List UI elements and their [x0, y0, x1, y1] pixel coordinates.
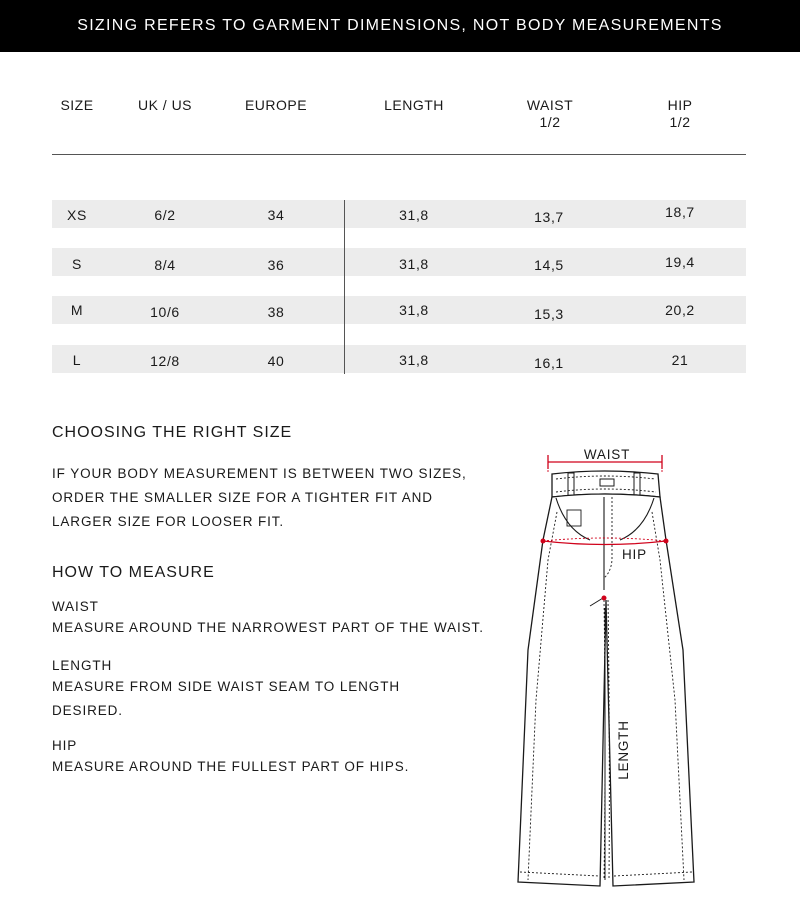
header-banner: SIZING REFERS TO GARMENT DIMENSIONS, NOT BODY MEASUREMENTS — [0, 0, 800, 52]
cell-waist: 15,3 — [534, 306, 564, 322]
pants-outline — [518, 494, 694, 886]
cell-europe: 34 — [267, 207, 285, 223]
col-header-waist-label: WAIST — [526, 97, 574, 113]
waist-title: WAIST — [52, 599, 99, 614]
length-title: LENGTH — [52, 658, 113, 673]
cell-hip: 19,4 — [665, 254, 695, 270]
cell-waist: 16,1 — [534, 355, 564, 371]
cell-hip: 21 — [671, 352, 689, 368]
cell-ukus: 8/4 — [154, 257, 176, 273]
cell-hip: 18,7 — [665, 204, 695, 220]
cell-size: L — [72, 352, 82, 368]
col-header-hip-label: HIP — [667, 97, 693, 113]
cell-size: XS — [67, 207, 87, 223]
col-header-length: LENGTH — [384, 97, 444, 113]
cell-ukus: 6/2 — [154, 207, 176, 223]
choosing-line: LARGER SIZE FOR LOOSER FIT. — [52, 514, 285, 529]
choosing-title: CHOOSING THE RIGHT SIZE — [52, 424, 293, 441]
hip-diagram-label: HIP — [622, 547, 647, 562]
length-line: DESIRED. — [52, 703, 123, 718]
hip-title: HIP — [52, 738, 78, 753]
hip-line: MEASURE AROUND THE FULLEST PART OF HIPS. — [52, 759, 410, 774]
cell-length: 31,8 — [399, 302, 429, 318]
cell-waist: 13,7 — [534, 209, 564, 225]
cell-europe: 38 — [267, 304, 285, 320]
how-title: HOW TO MEASURE — [52, 564, 215, 581]
cell-length: 31,8 — [399, 352, 429, 368]
cell-waist: 14,5 — [534, 257, 564, 273]
cell-ukus: 12/8 — [150, 353, 180, 369]
choosing-line: ORDER THE SMALLER SIZE FOR A TIGHTER FIT AND — [52, 490, 433, 505]
length-line: MEASURE FROM SIDE WAIST SEAM TO LENGTH — [52, 679, 400, 694]
choosing-line: IF YOUR BODY MEASUREMENT IS BETWEEN TWO SIZES, — [52, 466, 467, 481]
col-header-waist-sub: 1/2 — [539, 114, 561, 130]
col-header-size: SIZE — [60, 97, 94, 113]
col-header-europe: EUROPE — [244, 97, 308, 113]
cell-ukus: 10/6 — [150, 304, 180, 320]
cell-europe: 36 — [267, 257, 285, 273]
cell-hip: 20,2 — [665, 302, 695, 318]
waist-line: MEASURE AROUND THE NARROWEST PART OF THE WAIST. — [52, 620, 484, 635]
col-header-hip-sub: 1/2 — [669, 114, 691, 130]
length-diagram-label: LENGTH — [616, 720, 631, 780]
cell-length: 31,8 — [399, 207, 429, 223]
cell-size: M — [70, 302, 84, 318]
waist-diagram-label: WAIST — [583, 447, 631, 462]
cell-europe: 40 — [267, 353, 285, 369]
col-header-ukus: UK / US — [137, 97, 193, 113]
cell-size: S — [72, 256, 82, 272]
cell-length: 31,8 — [399, 256, 429, 272]
